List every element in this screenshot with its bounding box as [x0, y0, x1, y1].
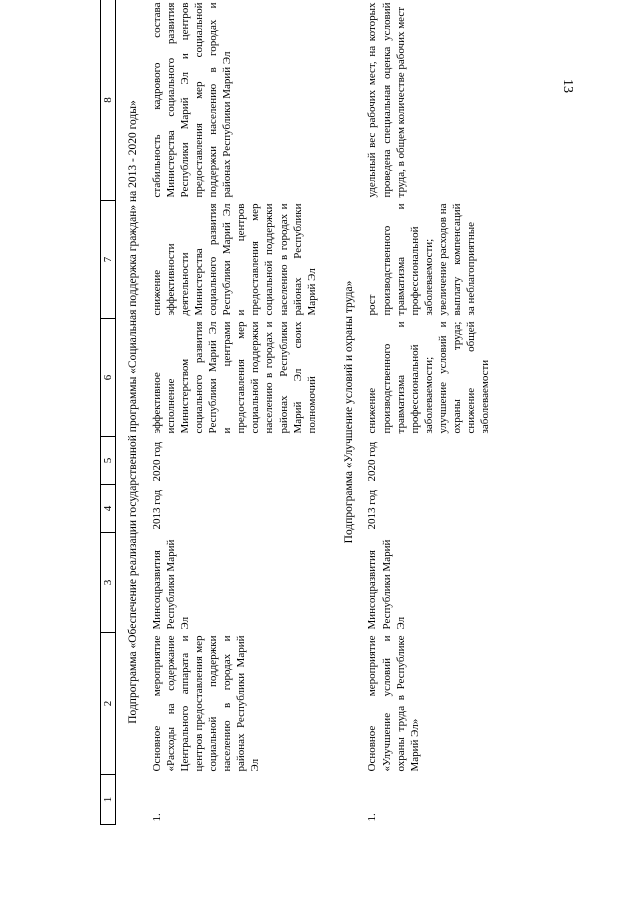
col-num-2: 2 — [101, 633, 116, 775]
page-number: 13 — [560, 79, 575, 93]
indicator-link: удельный вес рабочих мест, на которых проведена специальная оценка условий труда, в общем количестве рабочих мест — [366, 2, 407, 198]
activity-name: Основное мероприятие «Расходы на содержание Центрального аппарата и центров предоставления мер социальной поддержки населению в городах и районах Республики Марий Эл — [150, 635, 262, 772]
row-number: 1. — [366, 813, 379, 822]
indicator-link: стабильность кадрового состава Министерства социального развития Республики Марий Эл и центров предоставления мер социальной поддержки населению в городах и районах Республики Марий Эл — [150, 2, 234, 198]
rotated-table-container — [100, 0, 640, 825]
column-number-row — [101, 0, 116, 825]
end-year: 2020 год — [366, 441, 379, 482]
end-year: 2020 год — [150, 441, 163, 482]
col-num-1: 1 — [101, 775, 116, 825]
expected-result: эффективное исполнение Министерством социального развития Республики Марий Эл и центрами предоставления мер социальной поддержки населению в городах и районах Республики Марий Эл своих полномочий — [150, 321, 318, 434]
executor: Минсоцразвития Республики Марий Эл — [366, 539, 407, 630]
table-row — [149, 0, 320, 825]
col-num-7: 7 — [101, 201, 116, 319]
col-num-8: 8 — [101, 0, 116, 201]
activity-name: Основное мероприятие «Улучшение условий и охраны труда в Республике Марий Эл» — [366, 635, 421, 772]
expected-result: снижение производственного травматизма и профессиональной заболеваемости; улучшение условий и охраны труда; снижение общей заболеваемости — [366, 321, 492, 434]
subprogram-title: Подпрограмма «Обеспечение реализации государственной программы «Социальная поддержка граждан» на 2013 - 2020 годы» — [127, 100, 140, 724]
start-year: 2013 год — [366, 489, 379, 530]
subprogram-title: Подпрограмма «Улучшение условий и охраны труда» — [342, 280, 355, 544]
program-table — [100, 0, 493, 825]
table-row — [364, 0, 493, 825]
row-number: 1. — [150, 813, 163, 822]
consequences: снижение эффективности деятельности Министерства социального развития Республики Марий Эл и центров предоставления мер социальной поддержки населению в городах и районах Республики Марий Эл — [150, 203, 318, 316]
consequences: рост производственного травматизма и профессиональной заболеваемости; увеличение расходов на выплату компенсаций за неблагоприятные — [366, 203, 477, 316]
col-num-6: 6 — [101, 319, 116, 437]
col-num-3: 3 — [101, 533, 116, 633]
executor: Минсоцразвития Республики Марий Эл — [150, 539, 191, 630]
start-year: 2013 год — [150, 489, 163, 530]
subprogram-heading-row — [116, 0, 149, 825]
col-num-4: 4 — [101, 485, 116, 533]
col-num-5: 5 — [101, 437, 116, 485]
subprogram-heading-row — [320, 0, 365, 825]
